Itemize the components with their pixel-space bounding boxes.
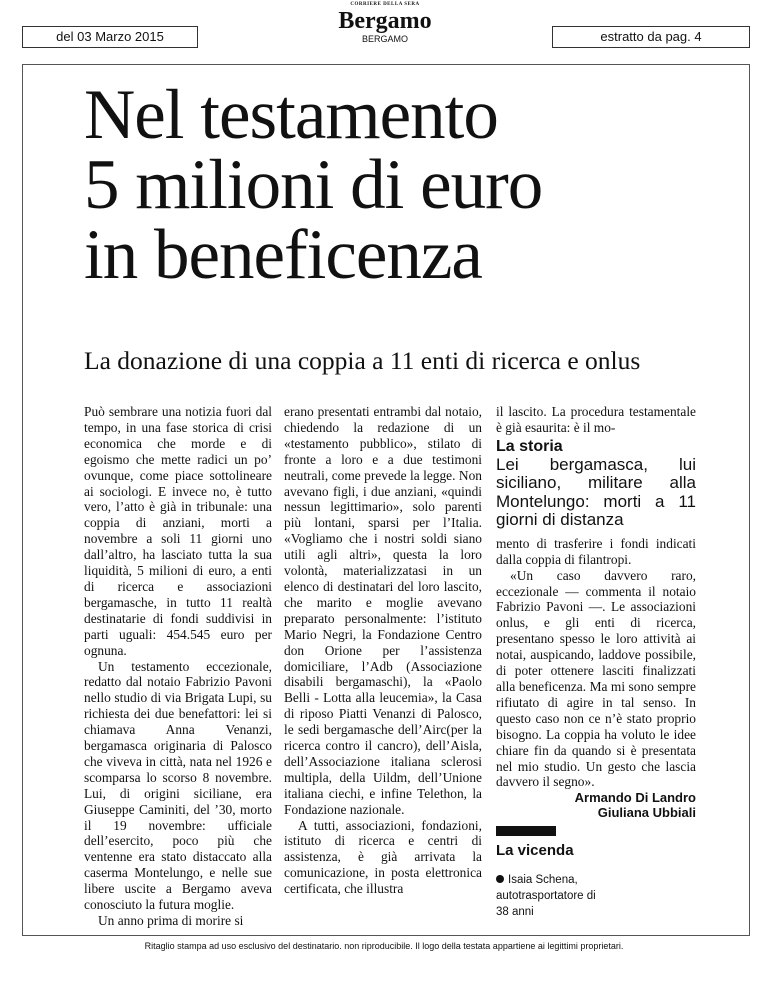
column-2 [284,404,482,897]
vicenda-box [496,872,606,920]
vicenda-title: La vicenda [496,842,574,859]
masthead-logo: Bergamo [338,8,432,34]
paragraph: il lascito. La procedura testamentale è già esaurita: è il mo- [496,404,696,435]
column-1 [84,404,272,929]
section-bar [496,826,556,836]
author-signature [496,790,696,820]
headline [84,76,543,294]
storia-label: La storia [496,437,563,455]
paragraph: Può sembrare una notizia fuori dal tempo, in una fase storica di crisi economica che morde e di egoismo che mette radici un po’ ovunque, come piace sottolineare ai sociologi. E invece no, è tutto vero, l’atto è già in tribunale: una coppia di anziani, morti a novembre a soli 11 giorni uno dall’altro, ha lasciato tutta la sua liquidità, 5 milioni di euro, a enti di ricerca e associazioni bergamasche, in tutto 11 realtà destinatarie di fondi suddivisi in parti uguali: 454.545 euro per ognuna. [84,404,272,658]
masthead-sub: BERGAMO [361,34,408,44]
headline-line-3: in beneficenza [84,216,482,294]
bullet-icon [496,875,504,883]
date-box: del 03 Marzo 2015 [22,26,198,48]
paragraph: erano presentati entrambi dal notaio, chiedendo la redazione di un «testamento pubblico», stilato di fronte a loro e a due testimoni neutrali, come prevede la legge. Non avevano figli, i due anziani, «quindi nessun legittimario», solo parenti più lontani, sparsi per l’Italia. «Vogliamo che i nostri soldi siano utili agli altri», questa la loro volontà, materializzatasi in un elenco di destinatari del loro lascito, che marito e moglie avevano preparato personalmente: l’istituto Mario Negri, la Fondazione Centro don Orione per l’assistenza domiciliare, l’Adb (Associazione disabili bergamaschi), la «Paolo Belli - Lotta alla leucemia», la Casa di riposo Piatti Venanzi di Palosco, le sedi bergamasche dell’Airc(per la ricerca contro il cancro), dell’Aisla, dell’Associazione italiana sclerosi multipla, della Uildm, dell’Unione italiana ciechi, e infine Telethon, la Fondazione nazionale. [284,404,482,817]
headline-line-2: 5 milioni di euro [84,146,543,224]
paragraph: A tutti, associazioni, fondazioni, istituto di ricerca e centri di assistenza, è già arrivata la comunicazione, in posta elettronica certificata, che illustra [284,817,482,897]
page-ref-box: estratto da pag. 4 [552,26,750,48]
paragraph: «Un caso davvero raro, eccezionale — commenta il notaio Fabrizio Pavoni —. Le associazioni onlus, e gli enti di ricerca, presentano spesso le loro attività ai notai, auspicando, laddove possibile, di poter ottenere lasciti finalizzati alla beneficenza. Ma mi sono sempre rifiutato di agire in tal senso. In questo caso non ce n’è stato proprio bisogno. La coppia ha voluto le idee chiare fin da quando si è presentata nel mio studio. Un gesto che lascia davvero il segno». [496,567,696,790]
author-2: Giuliana Ubbiali [597,805,696,820]
column-3 [496,404,696,790]
author-1: Armando Di Landro [574,790,696,805]
paragraph: mento di trasferire i fondi indicati dalla coppia di filantropi. [496,535,696,567]
masthead-small: CORRIERE DELLA SERA [350,2,420,7]
paragraph: Un anno prima di morire si [98,913,244,928]
footer-disclaimer: Ritaglio stampa ad uso esclusivo del destinatario. non riproducibile. Il logo della testata appartiene ai legittimi proprietari. [144,941,624,951]
masthead [310,2,460,44]
vicenda-text: Isaia Schena, autotrasportatore di 38 anni [496,874,596,918]
subheadline: La donazione di una coppia a 11 enti di ricerca e onlus [84,346,641,375]
storia-title: Lei bergamasca, lui siciliano, militare alla Montelungo: morti a 11 giorni di distanza [496,454,696,530]
paragraph: Un testamento eccezionale, redatto dal notaio Fabrizio Pavoni nello studio di via Brigata Lupi, su richiesta dei due benefattori: lei si chiamava Anna Venanzi, bergamasca originaria di Palosco che viveva in città, nata nel 1926 e scomparsa lo scorso 8 novembre. Lui, di origini siciliane, era Giuseppe Caminiti, del ’30, morto il 19 novembre: ufficiale dell’esercito, poco più che ventenne era stato distaccato alla caserma Montelungo, e nelle sue libere uscite a Bergamo aveva conosciuto la futura moglie. [84,658,272,913]
headline-line-1: Nel testamento [84,76,498,154]
